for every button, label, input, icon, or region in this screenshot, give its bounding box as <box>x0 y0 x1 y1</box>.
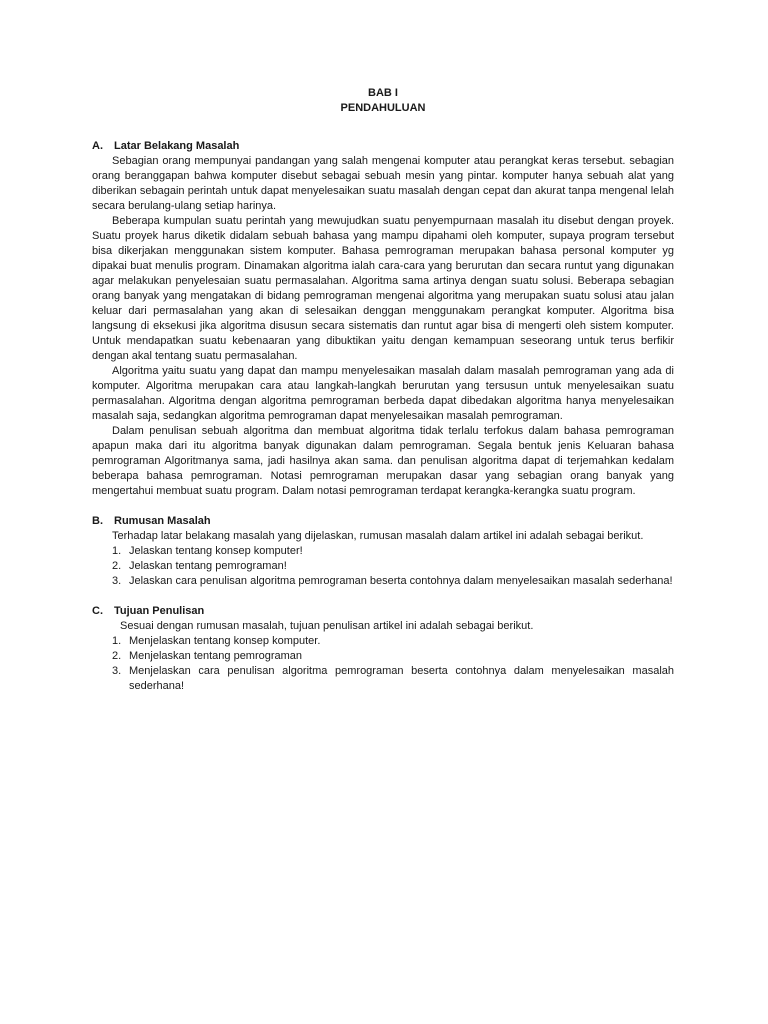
list-item-text: Menjelaskan tentang konsep komputer. <box>129 635 321 647</box>
list-item-number: 3. <box>112 575 122 587</box>
section-a-paragraph-1: Sebagian orang mempunyai pandangan yang salah mengenai komputer atau perangkat keras tersebut. sebagian orang beranggapan bahwa komputer disebut sebagai sebuah mesin yang pintar. komputer hanya sebuah alat yang diberikan sebagain perintah untuk dapat menyelesaikan suatu masalah dengan cepat dan akurat tanpa mengenal lelah secara berulang-ulang setiap harinya. <box>92 155 674 212</box>
section-c-heading <box>92 604 674 619</box>
section-a-paragraph-2: Beberapa kumpulan suatu perintah yang mewujudkan suatu penyempurnaan masalah itu disebut dengan proyek. Suatu proyek harus diketik didalam sebuah bahasa yang mampu dipahami oleh komputer, supaya program tersebut bisa dikerjakan menggunakan sistem komputer. Bahasa pemrograman merupakan bahasa personal komputer yg dipakai buat menulis program. Dinamakan algoritma ialah cara-cara yang berurutan dan secara runtut yang digunakan agar melakukan penyelesaian suatu permasalahan. Algoritma sama artinya dengan suatu solusi. Beberapa sebagian orang banyak yang mengatakan di bidang pemrograman mengenai algoritma yang merupakan suatu solusi atau jalan keluar dari permasalahan yang akan di selesaikan denggan menggunakam perangkat komputer. Algoritma bisa langsung di eksekusi jika algoritma disusun secara sistematis dan runtut agar bisa di mengerti oleh sistem komputer. Untuk mendapatkan suatu kebenaaran yang dibuktikan yaitu dengan kemampuan seseorang untuk terus berfikir dengan akal tentang suatu permasalahan. <box>92 215 674 362</box>
section-c-list <box>92 634 674 694</box>
list-item-number: 2. <box>112 650 122 662</box>
list-item <box>112 544 674 559</box>
list-item <box>112 574 674 589</box>
section-b-heading <box>92 514 674 529</box>
list-item-text: Menjelaskan tentang pemrograman <box>129 650 303 662</box>
list-item <box>112 559 674 574</box>
section-a-paragraph-4: Dalam penulisan sebuah algoritma dan membuat algoritma tidak terlalu terfokus dalam bahasa pemrograman apapun maka dari itu algoritma banyak digunakan dalam pemrograman. Segala bentuk jenis Keluaran bahasa pemrograman Algoritmanya sama, jadi hasilnya akan sama. dan penulisan algoritma dapat di terjemahkan kedalam beberapa bahasa pemrograman. Notasi pemrograman merupakan dasar yang sebagian orang banyak yang mengertahui membuat suatu program. Dalam notasi pemrograman terdapat kerangka-kerangka suatu program. <box>92 425 674 497</box>
list-item <box>112 649 674 664</box>
section-c-intro: Sesuai dengan rumusan masalah, tujuan penulisan artikel ini adalah sebagai berikut. <box>120 620 534 632</box>
list-item-text: Jelaskan cara penulisan algoritma pemrograman beserta contohnya dalam menyelesaikan masalah sederhana! <box>129 575 673 587</box>
section-a-letter: A. <box>92 140 103 152</box>
section-c-letter: C. <box>92 605 103 617</box>
list-item-text: Jelaskan tentang pemrograman! <box>129 560 287 572</box>
list-item-number: 1. <box>112 635 122 647</box>
section-a-title: Latar Belakang Masalah <box>114 140 240 152</box>
chapter-number: BAB I <box>368 87 398 99</box>
section-b-letter: B. <box>92 515 103 527</box>
list-item-text: Jelaskan tentang konsep komputer! <box>129 545 303 557</box>
chapter-title: PENDAHULUAN <box>340 102 426 114</box>
document-page <box>92 86 674 694</box>
section-a-paragraph-3: Algoritma yaitu suatu yang dapat dan mampu menyelesaikan masalah dalam masalah pemrograman yang ada di komputer. Algoritma merupakan cara atau langkah-langkah berurutan yang tersusun untuk menyelesaikan suatu permasalahan. Algoritma dengan algoritma pemrograman berbeda dapat dibedakan algoritma hanya menyelesaikan masalah saja, sedangkan algoritma pemrograman dapat menyelesaikan masalah pemrograman. <box>92 365 674 422</box>
section-c-title: Tujuan Penulisan <box>114 605 205 617</box>
list-item <box>112 634 674 649</box>
list-item-number: 2. <box>112 560 122 572</box>
list-item-number: 3. <box>112 665 122 677</box>
section-b-intro: Terhadap latar belakang masalah yang dijelaskan, rumusan masalah dalam artikel ini adalah sebagai berikut. <box>112 530 644 542</box>
section-b-list <box>92 544 674 589</box>
list-item <box>112 664 674 694</box>
list-item-text: Menjelaskan cara penulisan algoritma pemrograman beserta contohnya dalam menyelesaikan masalah sederhana! <box>129 665 674 692</box>
section-a-heading <box>92 139 674 154</box>
section-b-title: Rumusan Masalah <box>114 515 211 527</box>
list-item-number: 1. <box>112 545 122 557</box>
